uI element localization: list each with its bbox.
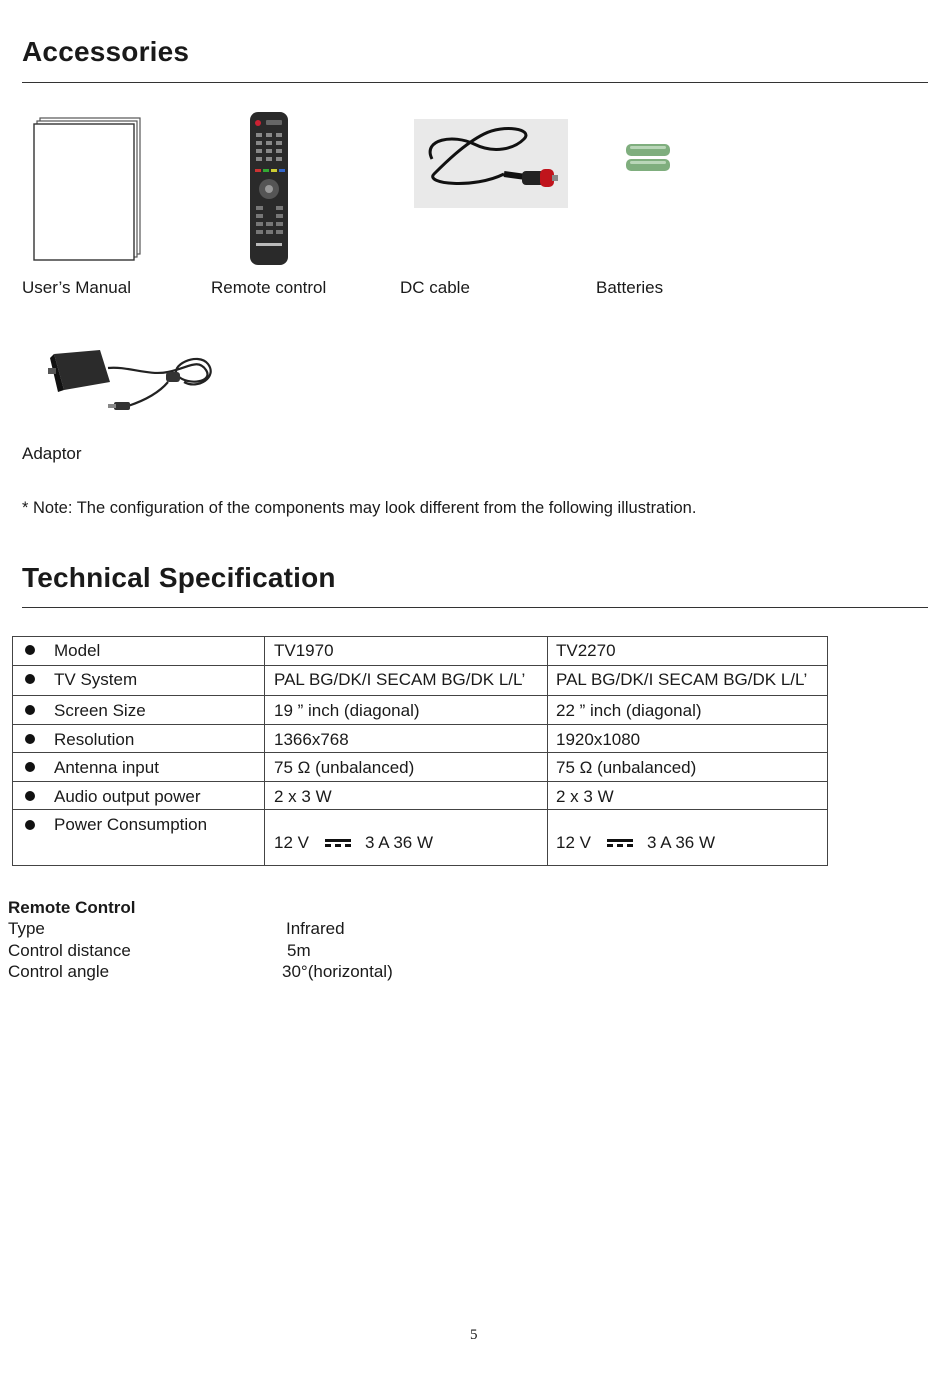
spec-row-line — [13, 752, 827, 753]
spec-row-line — [13, 665, 827, 666]
accessories-note: * Note: The configuration of the components may look different from the following illustration. — [22, 499, 697, 517]
spec-divider-1 — [264, 637, 265, 865]
remote-key: Control angle — [8, 962, 110, 981]
tech-spec-rule — [22, 607, 928, 608]
spec-value-tv1970: 2 x 3 W — [274, 787, 332, 806]
accessory-label-batteries: Batteries — [596, 278, 664, 297]
remote-value: 30°(horizontal) — [282, 962, 393, 981]
spec-value-tv2270: 2 x 3 W — [556, 787, 614, 806]
bullet — [25, 705, 35, 715]
batteries-icon — [624, 142, 672, 174]
spec-value-tv1970: 19 ” inch (diagonal) — [274, 701, 420, 720]
spec-value-tv1970 — [274, 833, 433, 853]
remote-value: Infrared — [286, 919, 345, 938]
spec-name: Model — [54, 641, 101, 660]
spec-value-tv1970: PAL BG/DK/I SECAM BG/DK L/L’ — [274, 670, 526, 689]
accessories-rule — [22, 82, 928, 83]
spec-power-current: 3 A 36 W — [646, 833, 716, 852]
bullet — [25, 645, 35, 655]
spec-row-line — [13, 724, 827, 725]
spec-value-tv1970: TV1970 — [274, 641, 334, 660]
remote-control-heading: Remote Control — [8, 898, 136, 917]
spec-power-current: 3 A 36 W — [364, 833, 434, 852]
spec-name: Power Consumption — [54, 815, 208, 834]
spec-row-line — [13, 695, 827, 696]
dc-symbol-icon — [325, 838, 351, 849]
remote-key: Control distance — [8, 941, 131, 960]
spec-divider-2 — [547, 637, 548, 865]
spec-name: Audio output power — [54, 787, 201, 806]
page-number: 5 — [470, 1327, 478, 1343]
bullet — [25, 734, 35, 744]
adaptor-icon — [48, 346, 218, 418]
spec-value-tv2270: 22 ” inch (diagonal) — [556, 701, 702, 720]
spec-name: Screen Size — [54, 701, 146, 720]
spec-name: TV System — [54, 670, 138, 689]
spec-value-tv2270: 1920x1080 — [556, 730, 641, 749]
bullet — [25, 762, 35, 772]
accessory-label-dc-cable: DC cable — [400, 278, 470, 297]
spec-name: Antenna input — [54, 758, 159, 777]
bullet — [25, 674, 35, 684]
spec-table — [12, 636, 828, 866]
remote-value: 5m — [287, 941, 311, 960]
spec-value-tv1970: 75 Ω (unbalanced) — [274, 758, 415, 777]
accessory-label-adaptor: Adaptor — [22, 444, 82, 463]
spec-power-voltage: 12 V — [556, 833, 591, 852]
spec-value-tv2270 — [556, 833, 715, 853]
bullet — [25, 820, 35, 830]
accessories-heading: Accessories — [22, 36, 190, 67]
spec-value-tv1970: 1366x768 — [274, 730, 349, 749]
accessory-label-remote: Remote control — [211, 278, 327, 297]
spec-value-tv2270: TV2270 — [556, 641, 616, 660]
spec-value-tv2270: 75 Ω (unbalanced) — [556, 758, 697, 777]
dc-cable-icon — [414, 119, 568, 208]
accessory-label-manual: User’s Manual — [22, 278, 131, 297]
remote-icon — [248, 111, 290, 267]
spec-value-tv2270: PAL BG/DK/I SECAM BG/DK L/L’ — [556, 670, 808, 689]
manual-icon — [30, 116, 144, 262]
spec-row-line — [13, 781, 827, 782]
spec-power-voltage: 12 V — [274, 833, 309, 852]
spec-name: Resolution — [54, 730, 135, 749]
dc-symbol-icon — [607, 838, 633, 849]
spec-row-line — [13, 809, 827, 810]
bullet — [25, 791, 35, 801]
remote-key: Type — [8, 919, 45, 938]
tech-spec-heading: Technical Specification — [22, 562, 336, 593]
